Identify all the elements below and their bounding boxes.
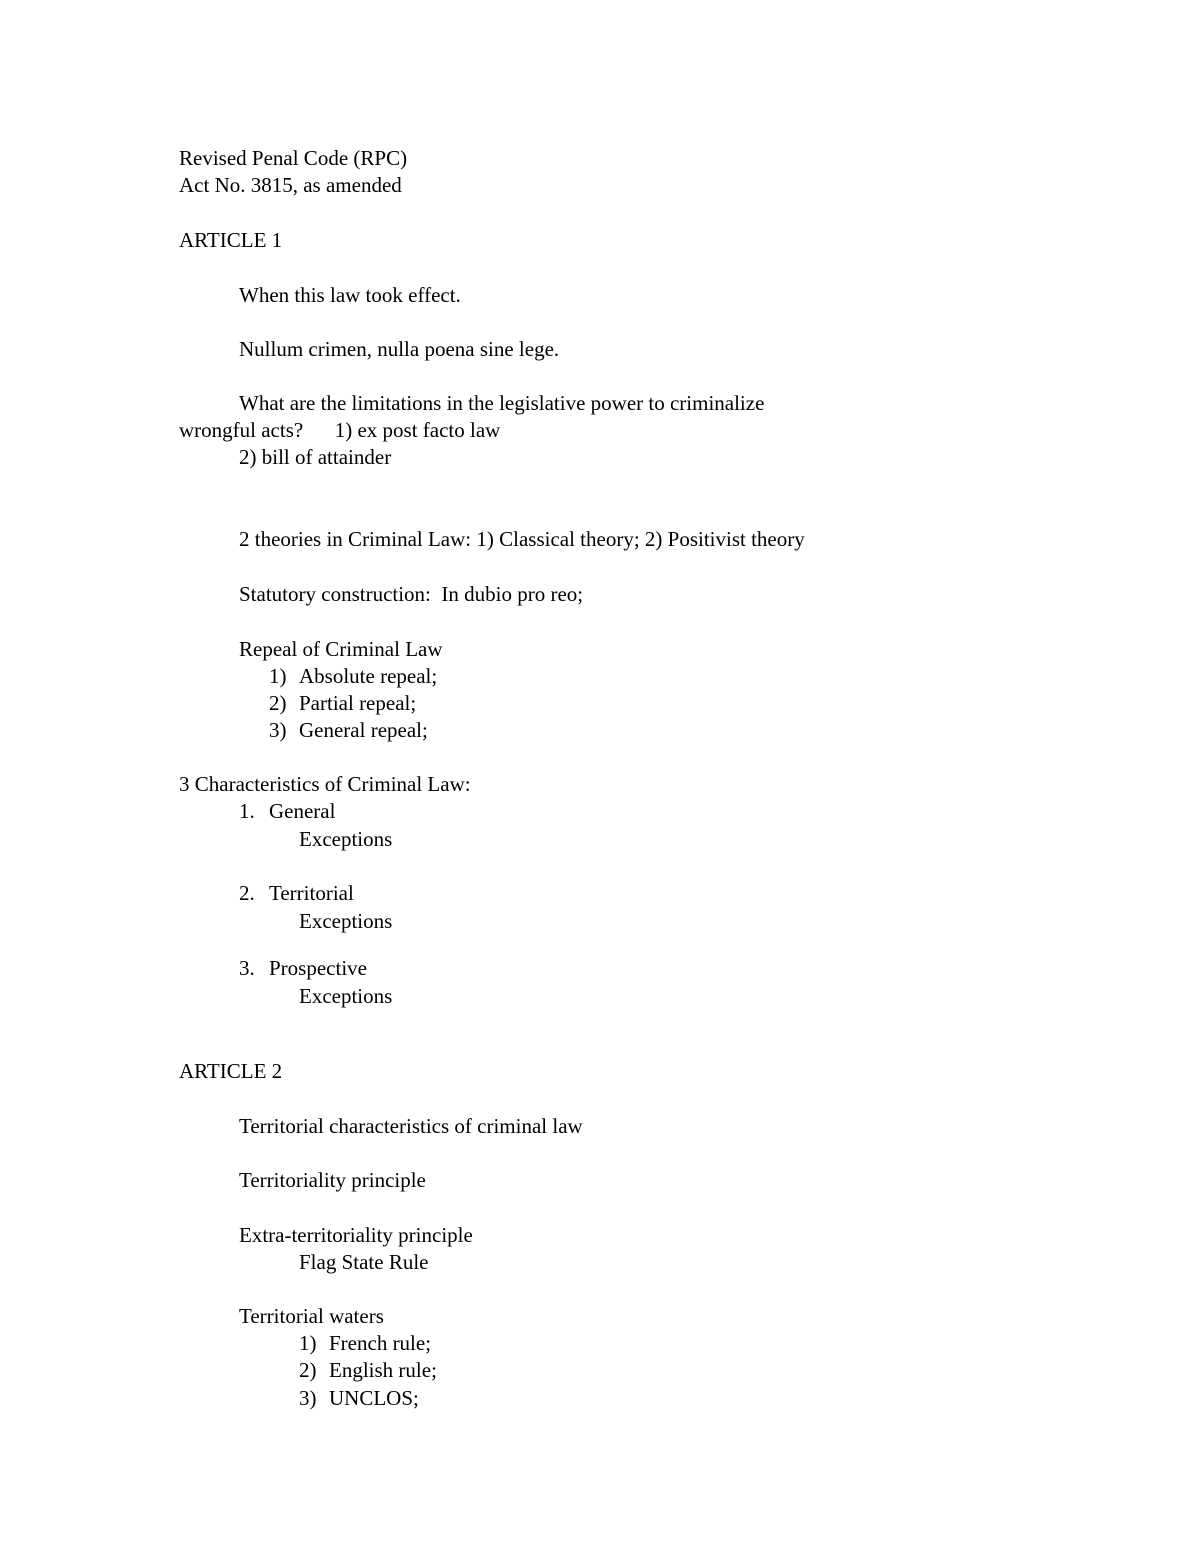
article-2-heading: ARTICLE 2 [179, 1059, 283, 1083]
list-text: French rule; [329, 1331, 432, 1355]
effect-line: When this law took effect. [239, 283, 461, 307]
repeal-heading: Repeal of Criminal Law [239, 637, 443, 661]
question-line-2: wrongful acts? 1) ex post facto law [179, 418, 501, 442]
question-item-2: 2) bill of attainder [239, 445, 392, 469]
question-line-1: What are the limitations in the legislative power to criminalize [239, 391, 765, 415]
list-number: 2) [269, 691, 287, 715]
flag-state-line: Flag State Rule [299, 1250, 429, 1274]
list-number: 1. [239, 799, 255, 823]
list-number: 3) [299, 1386, 317, 1410]
document-subtitle: Act No. 3815, as amended [179, 173, 402, 197]
document-title: Revised Penal Code (RPC) [179, 146, 408, 170]
waters-item [299, 1330, 431, 1357]
repeal-item [269, 717, 428, 744]
repeal-item [269, 663, 437, 690]
list-text: Absolute repeal; [299, 664, 438, 688]
list-text: Partial repeal; [299, 691, 417, 715]
characteristic-exceptions: Exceptions [299, 984, 393, 1008]
list-text: General [269, 799, 336, 823]
extra-territoriality-line: Extra-territoriality principle [239, 1223, 473, 1247]
list-number: 2) [299, 1358, 317, 1382]
waters-item [299, 1385, 419, 1412]
waters-item [299, 1357, 437, 1384]
list-text: General repeal; [299, 718, 428, 742]
characteristic-exceptions: Exceptions [299, 909, 393, 933]
characteristic-item [239, 880, 354, 907]
maxim-line: Nullum crimen, nulla poena sine lege. [239, 337, 560, 361]
characteristics-heading: 3 Characteristics of Criminal Law: [179, 772, 471, 796]
list-text: Prospective [269, 956, 367, 980]
list-number: 3. [239, 956, 255, 980]
list-text: English rule; [329, 1358, 437, 1382]
territoriality-line: Territoriality principle [239, 1168, 426, 1192]
list-number: 1) [269, 664, 287, 688]
list-number: 2. [239, 881, 255, 905]
theories-line: 2 theories in Criminal Law: 1) Classical theory; 2) Positivist theory [239, 527, 805, 551]
statutory-line: Statutory construction: In dubio pro reo; [239, 582, 584, 606]
list-text: UNCLOS; [329, 1386, 419, 1410]
characteristic-item [239, 798, 335, 825]
territorial-waters-heading: Territorial waters [239, 1304, 384, 1328]
list-number: 3) [269, 718, 287, 742]
article-1-heading: ARTICLE 1 [179, 228, 283, 252]
characteristic-item [239, 955, 367, 982]
repeal-item [269, 690, 416, 717]
list-text: Territorial [269, 881, 354, 905]
territorial-characteristics-line: Territorial characteristics of criminal law [239, 1114, 583, 1138]
list-number: 1) [299, 1331, 317, 1355]
characteristic-exceptions: Exceptions [299, 827, 393, 851]
